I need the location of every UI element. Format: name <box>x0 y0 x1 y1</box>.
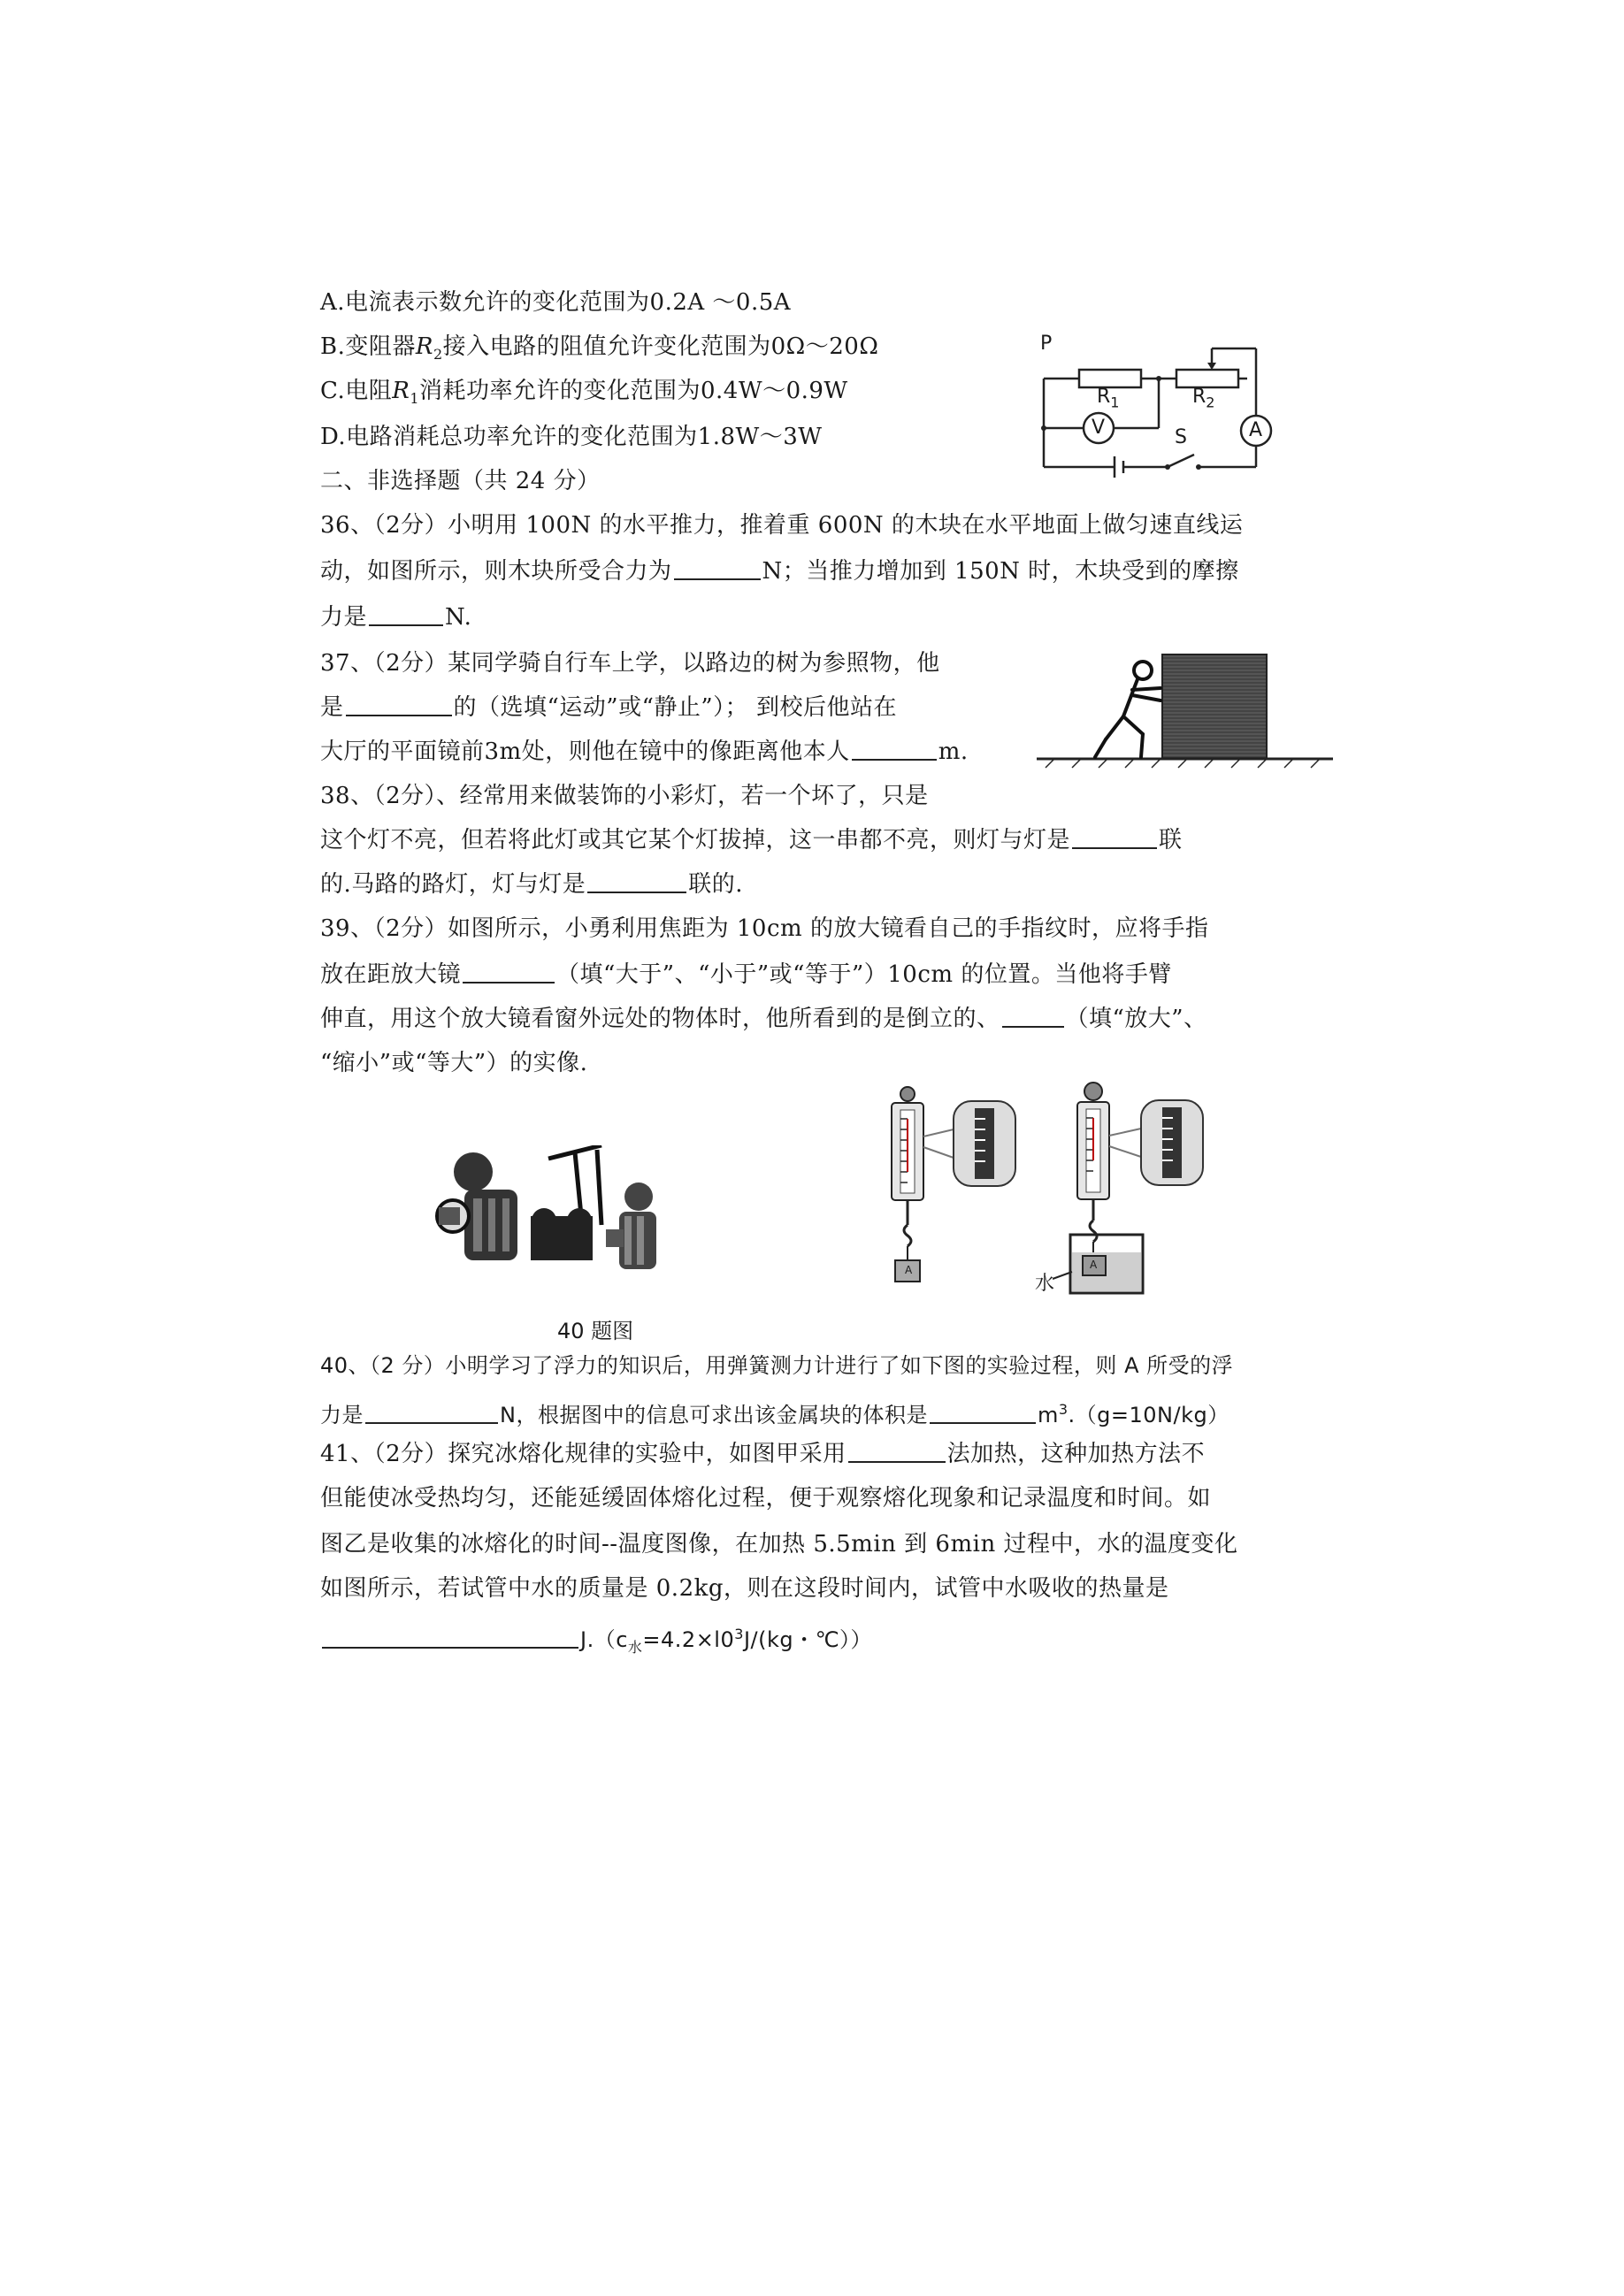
q39-line-4: “缩小”或“等大”）的实像. <box>320 1050 588 1076</box>
answer-blank[interactable] <box>674 555 761 580</box>
q38-line-2 <box>320 823 1183 858</box>
q40-line-2-unit: m <box>1037 1403 1059 1427</box>
q40-line-2-sup: 3 <box>1058 1401 1069 1418</box>
q37-line-3-pre: 大厅的平面镜前3m处，则他在镜中的像距离他本人 <box>320 739 850 765</box>
q41-line-5-mid: =4.2×l0 <box>642 1627 735 1652</box>
push-block-figure <box>1037 646 1337 769</box>
section-title: 二、非选择题（共 24 分） <box>320 468 601 494</box>
q35-option-c <box>320 373 848 417</box>
circuit-label-r2-sub: 2 <box>1206 394 1215 411</box>
q41-line-5-sub: 水 <box>627 1638 643 1656</box>
q41-line-5 <box>320 1617 872 1665</box>
q37-line-2-pre: 是 <box>320 694 344 721</box>
q41-line-3: 图乙是收集的冰熔化的时间--温度图像，在加热 5.5min 到 6min 过程中，水的温度变化 <box>320 1531 1238 1557</box>
q38-line-3-pre: 的.马路的路灯，灯与灯是 <box>320 871 586 898</box>
answer-blank[interactable] <box>930 1399 1036 1424</box>
q35-option-b <box>320 329 878 372</box>
q35-option-b-sub: 2 <box>433 346 443 364</box>
answer-blank[interactable] <box>322 1624 578 1649</box>
q36-line-2-post: N；当推力增加到 150N 时，木块受到的摩擦 <box>762 558 1239 585</box>
q40-line-1: 40、（2 分）小明学习了浮力的知识后，用弹簧测力计进行了如下图的实验过程，则 A 所受的浮 <box>320 1353 1234 1378</box>
fig40-block-label-2: A <box>1090 1259 1098 1271</box>
q39-line-2-pre: 放在距放大镜 <box>320 961 462 988</box>
q37-line-2 <box>320 690 897 725</box>
q38-line-3 <box>320 867 743 902</box>
circuit-label-s: S <box>1175 426 1187 448</box>
answer-blank[interactable] <box>346 692 452 716</box>
q35-option-b-var: R <box>415 333 433 360</box>
q37-line-2-post: 的（选填“运动”或“静止”）； 到校后他站在 <box>453 694 897 721</box>
q38-line-2-post: 联 <box>1159 827 1183 853</box>
fig40-caption: 40 题图 <box>557 1319 634 1343</box>
q36-line-2-pre: 动，如图所示，则木块所受合力为 <box>320 558 672 585</box>
q41-line-1-post: 法加热，这种加热方法不 <box>946 1441 1206 1467</box>
answer-blank[interactable] <box>1002 1003 1064 1028</box>
answer-blank[interactable] <box>365 1399 498 1424</box>
circuit-label-r1-text: R <box>1097 386 1111 408</box>
q39-line-3 <box>320 1001 1207 1037</box>
answer-blank[interactable] <box>587 869 686 893</box>
q39-line-1: 39、（2分）如图所示，小勇利用焦距为 10cm 的放大镜看自己的手指纹时，应将手指 <box>320 915 1209 942</box>
q41-line-2: 但能使冰受热均匀，还能延缓固体熔化过程，便于观察熔化现象和记录温度和时间。如 <box>320 1485 1212 1512</box>
circuit-label-r1 <box>1097 386 1119 410</box>
q39-line-2 <box>320 957 1172 992</box>
q41-line-5-sup: 3 <box>734 1626 744 1642</box>
magnifier-scene-figure <box>433 1145 672 1278</box>
q37-line-3 <box>320 734 969 769</box>
answer-blank[interactable] <box>369 601 443 626</box>
circuit-label-a: A <box>1249 419 1263 441</box>
q40-line-2 <box>320 1392 1229 1433</box>
q35-option-b-pre: B.变阻器 <box>320 333 416 360</box>
q37-line-1: 37、（2分）某同学骑自行车上学，以路边的树为参照物，他 <box>320 650 940 677</box>
answer-blank[interactable] <box>848 1438 946 1463</box>
q36-line-3-pre: 力是 <box>320 604 368 631</box>
circuit-label-r2-text: R <box>1192 386 1207 408</box>
q35-option-c-var: R <box>392 378 410 404</box>
q36-line-3-post: N. <box>445 604 472 631</box>
q40-line-2-pre: 力是 <box>320 1403 364 1427</box>
q35-option-c-sub: 1 <box>410 390 419 408</box>
q37-line-3-post: m. <box>938 739 969 765</box>
q35-option-c-pre: C.电阻 <box>320 378 393 404</box>
q38-line-3-post: 联的. <box>688 871 744 898</box>
spring-balance-figure-2 <box>1053 1079 1256 1300</box>
q35-option-c-post: 消耗功率允许的变化范围为0.4W～0.9W <box>419 378 848 404</box>
q41-line-5-pre: J.（c <box>580 1627 628 1652</box>
q35-option-d: D.电路消耗总功率允许的变化范围为1.8W～3W <box>320 424 823 450</box>
fig40-water-label: 水 <box>1035 1273 1055 1295</box>
q39-line-2-post: （填“大于”、“小于”或“等于”）10cm 的位置。当他将手臂 <box>556 961 1172 988</box>
q41-line-1-pre: 41、（2分）探究冰熔化规律的实验中，如图甲采用 <box>320 1441 846 1467</box>
circuit-diagram <box>1035 336 1274 478</box>
q36-line-3 <box>320 600 471 635</box>
q36-line-1: 36、（2分）小明用 100N 的水平推力，推着重 600N 的木块在水平地面上做匀速直线运 <box>320 512 1244 539</box>
circuit-label-v: V <box>1092 417 1106 439</box>
q35-option-a: A.电流表示数允许的变化范围为0.2A ～0.5A <box>320 289 792 316</box>
q41-line-4: 如图所示，若试管中水的质量是 0.2kg，则在这段时间内，试管中水吸收的热量是 <box>320 1575 1169 1602</box>
spring-balance-figure-1 <box>876 1083 1079 1287</box>
q41-line-5-post: J/(kg・℃）） <box>743 1627 873 1652</box>
q35-option-b-post: 接入电路的阻值允许变化范围为0Ω～20Ω <box>442 333 879 360</box>
fig40-block-label-1: A <box>905 1264 913 1276</box>
q40-line-2-post: .（g=10N/kg） <box>1068 1403 1229 1427</box>
answer-blank[interactable] <box>1072 824 1157 849</box>
q41-line-1 <box>320 1436 1205 1472</box>
circuit-label-r2 <box>1192 386 1214 410</box>
circuit-label-r1-sub: 1 <box>1110 394 1120 411</box>
q39-line-3-pre: 伸直，用这个放大镜看窗外远处的物体时，他所看到的是倒立的、 <box>320 1006 1000 1032</box>
answer-blank[interactable] <box>852 736 937 761</box>
q39-line-3-post: （填“放大”、 <box>1065 1006 1207 1032</box>
q38-line-1: 38、（2分）、经常用来做装饰的小彩灯，若一个坏了，只是 <box>320 783 929 809</box>
circuit-label-p: P <box>1040 333 1053 355</box>
q40-line-2-mid: N，根据图中的信息可求出该金属块的体积是 <box>500 1403 928 1427</box>
answer-blank[interactable] <box>463 959 555 983</box>
q38-line-2-pre: 这个灯不亮，但若将此灯或其它某个灯拔掉，这一串都不亮，则灯与灯是 <box>320 827 1071 853</box>
q36-line-2 <box>320 554 1239 589</box>
